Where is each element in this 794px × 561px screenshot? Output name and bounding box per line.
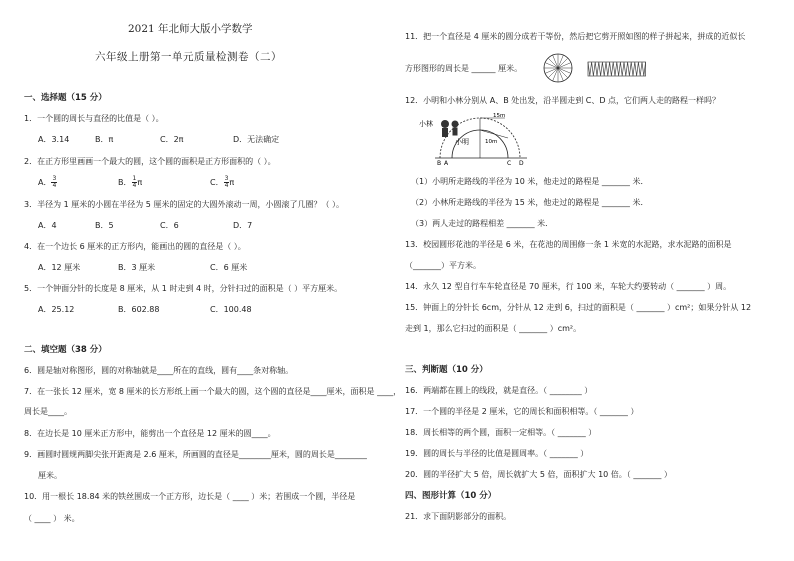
q3-option-b: B．5 bbox=[95, 221, 114, 230]
q2-option-a: A． $\frac{3}{4}$ bbox=[38, 175, 57, 189]
q15-text-line1: 15．钟面上的分针长 6cm，分针从 12 走到 6，扫过的面积是（ _______ ）cm²；如果分针从 12 bbox=[405, 303, 752, 312]
q17-text: 17．一个圆的半径是 2 厘米，它的周长和面积相等。（ _______ ） bbox=[405, 407, 639, 416]
section3-title: 三、判断题（10 分） bbox=[405, 365, 488, 375]
section1-title: 一、选择题（15 分） bbox=[24, 93, 107, 103]
sector-circle-figure bbox=[542, 52, 574, 84]
q21-text: 21．求下面阴影部分的面积。 bbox=[405, 512, 512, 521]
q1-option-c: C．2π bbox=[160, 135, 184, 144]
q12-sub2: （2）小林所走路线的半径为 15 米，他走过的路程是 _______ 米． bbox=[411, 198, 649, 207]
q6-text: 6．圆是轴对称图形，圆的对称轴就是____所在的直线，圆有____条对称轴。 bbox=[24, 366, 294, 375]
q10-text-line2: （ ____ ） 米。 bbox=[24, 514, 80, 523]
q13-text-line1: 13．校园圆形花池的半径是 6 米，在花池的周围修一条 1 米宽的水泥路，求水泥路的面积是 bbox=[405, 240, 732, 249]
q4-option-b: B．3 厘米 bbox=[118, 263, 156, 272]
q5-option-a: A．25.12 bbox=[38, 305, 75, 314]
page-title: 2021 年北师大版小学数学 bbox=[128, 23, 253, 35]
q5-stem: 5．一个钟面分针的长度是 8 厘米，从 1 时走到 4 时，分针扫过的面积是（ ）平方厘米。 bbox=[24, 284, 343, 293]
q1-stem: 1．一个圆的周长与直径的比值是（ ）。 bbox=[24, 114, 164, 123]
q9-text-line2: 厘米。 bbox=[38, 471, 62, 480]
q3-stem: 3．半径为 1 厘米的小圆在半径为 5 厘米的固定的大圆外滚动一周，小圆滚了几圈？（ ）。 bbox=[24, 200, 344, 209]
q7-text-line1: 7．在一张长 12 厘米，宽 8 厘米的长方形纸上画一个最大的圆，这个圆的直径是____厘米，面积是 ____， bbox=[24, 387, 402, 396]
label-a: A bbox=[444, 160, 449, 166]
q4-option-a: A．12 厘米 bbox=[38, 263, 81, 272]
label-d: D bbox=[519, 160, 524, 166]
q11-text-line2: 方形图形的周长是 ______ 厘米。 bbox=[405, 64, 523, 73]
q7-text-line2: 周长是____。 bbox=[24, 407, 72, 416]
q10-text-line1: 10．用一根长 18.84 米的铁丝围成一个正方形，边长是（ ____ ）米；若围成一个圆，半径是 bbox=[24, 492, 356, 501]
q1-option-b: B．π bbox=[95, 135, 114, 144]
q18-text: 18．周长相等的两个圆，面积一定相等。（ _______ ） bbox=[405, 428, 597, 437]
q9-text-line1: 9．画圆时圆规两脚尖张开距离是 2.6 厘米，所画圆的直径是________厘米，圆的周长是________ bbox=[24, 450, 367, 459]
label-b: B bbox=[437, 160, 442, 166]
q12-sub3: （3）两人走过的路程相差 _______ 米． bbox=[411, 219, 554, 228]
q12-sub1: （1）小明所走路线的半径为 10 米，他走过的路程是 _______ 米． bbox=[411, 177, 649, 186]
page-subtitle: 六年级上册第一单元质量检测卷（二） bbox=[95, 51, 282, 63]
person-icon bbox=[441, 120, 449, 128]
semicircle-path-figure bbox=[415, 110, 535, 166]
q3-option-a: A．4 bbox=[38, 221, 57, 230]
label-15m: 15m bbox=[493, 113, 506, 119]
label-10m: 10m bbox=[485, 139, 498, 145]
q5-option-b: B．602.88 bbox=[118, 305, 160, 314]
q11-text-line1: 11．把一个直径是 4 厘米的圆分成若干等份，然后把它剪开照如图的样子拼起来，拼成的近似长 bbox=[405, 32, 746, 41]
section2-title: 二、填空题（38 分） bbox=[24, 345, 107, 355]
label-c: C bbox=[507, 160, 512, 166]
q19-text: 19．圆的周长与半径的比值是圆周率。（ _______ ） bbox=[405, 449, 589, 458]
q13-text-line2: （_______）平方米。 bbox=[405, 261, 481, 270]
q5-option-c: C．100.48 bbox=[210, 305, 252, 314]
approx-rectangle-figure bbox=[587, 60, 647, 78]
q1-option-d: D．无法确定 bbox=[233, 135, 280, 144]
q15-text-line2: 走到 1，那么它扫过的面积是（ _______ ）cm²。 bbox=[405, 324, 582, 333]
q3-option-d: D．7 bbox=[233, 221, 253, 230]
q12-text: 12．小明和小林分别从 A、B 处出发，沿半圆走到 C、D 点，它们两人走的路程一样吗？ bbox=[405, 96, 721, 105]
q2-option-c: C． $\frac{3}{4}$ π bbox=[210, 175, 235, 189]
q20-text: 20．圆的半径扩大 5 倍，周长就扩大 5 倍，面积扩大 10 倍。（ _______ ） bbox=[405, 470, 672, 479]
q3-option-c: C．6 bbox=[160, 221, 179, 230]
label-xiaoming: 小明 bbox=[455, 138, 469, 146]
q2-option-b: B． $\frac{1}{4}$ π bbox=[118, 175, 143, 189]
zigzag-sectors bbox=[588, 62, 646, 76]
q4-stem: 4．在一个边长 6 厘米的正方形内，能画出的圆的直径是（ ）。 bbox=[24, 242, 246, 251]
q1-option-a: A．3.14 bbox=[38, 135, 70, 144]
q8-text: 8．在边长是 10 厘米正方形中，能剪出一个直径是 12 厘米的圆____。 bbox=[24, 429, 276, 438]
person-icon bbox=[452, 121, 459, 128]
label-xiaolin: 小林 bbox=[419, 120, 433, 128]
q14-text: 14．永久 12 型自行车车轮直径是 70 厘米，行 100 米，车轮大约要转动（ _______ ）周。 bbox=[405, 282, 732, 291]
q2-stem: 2．在正方形里画画一个最大的圆，这个圆的面积是正方形面积的（ ）。 bbox=[24, 157, 276, 166]
q4-option-c: C．6 厘米 bbox=[210, 263, 248, 272]
section4-title: 四、图形计算（10 分） bbox=[405, 491, 497, 501]
q16-text: 16．两端都在圆上的线段，就是直径。（ ________ ） bbox=[405, 386, 593, 395]
